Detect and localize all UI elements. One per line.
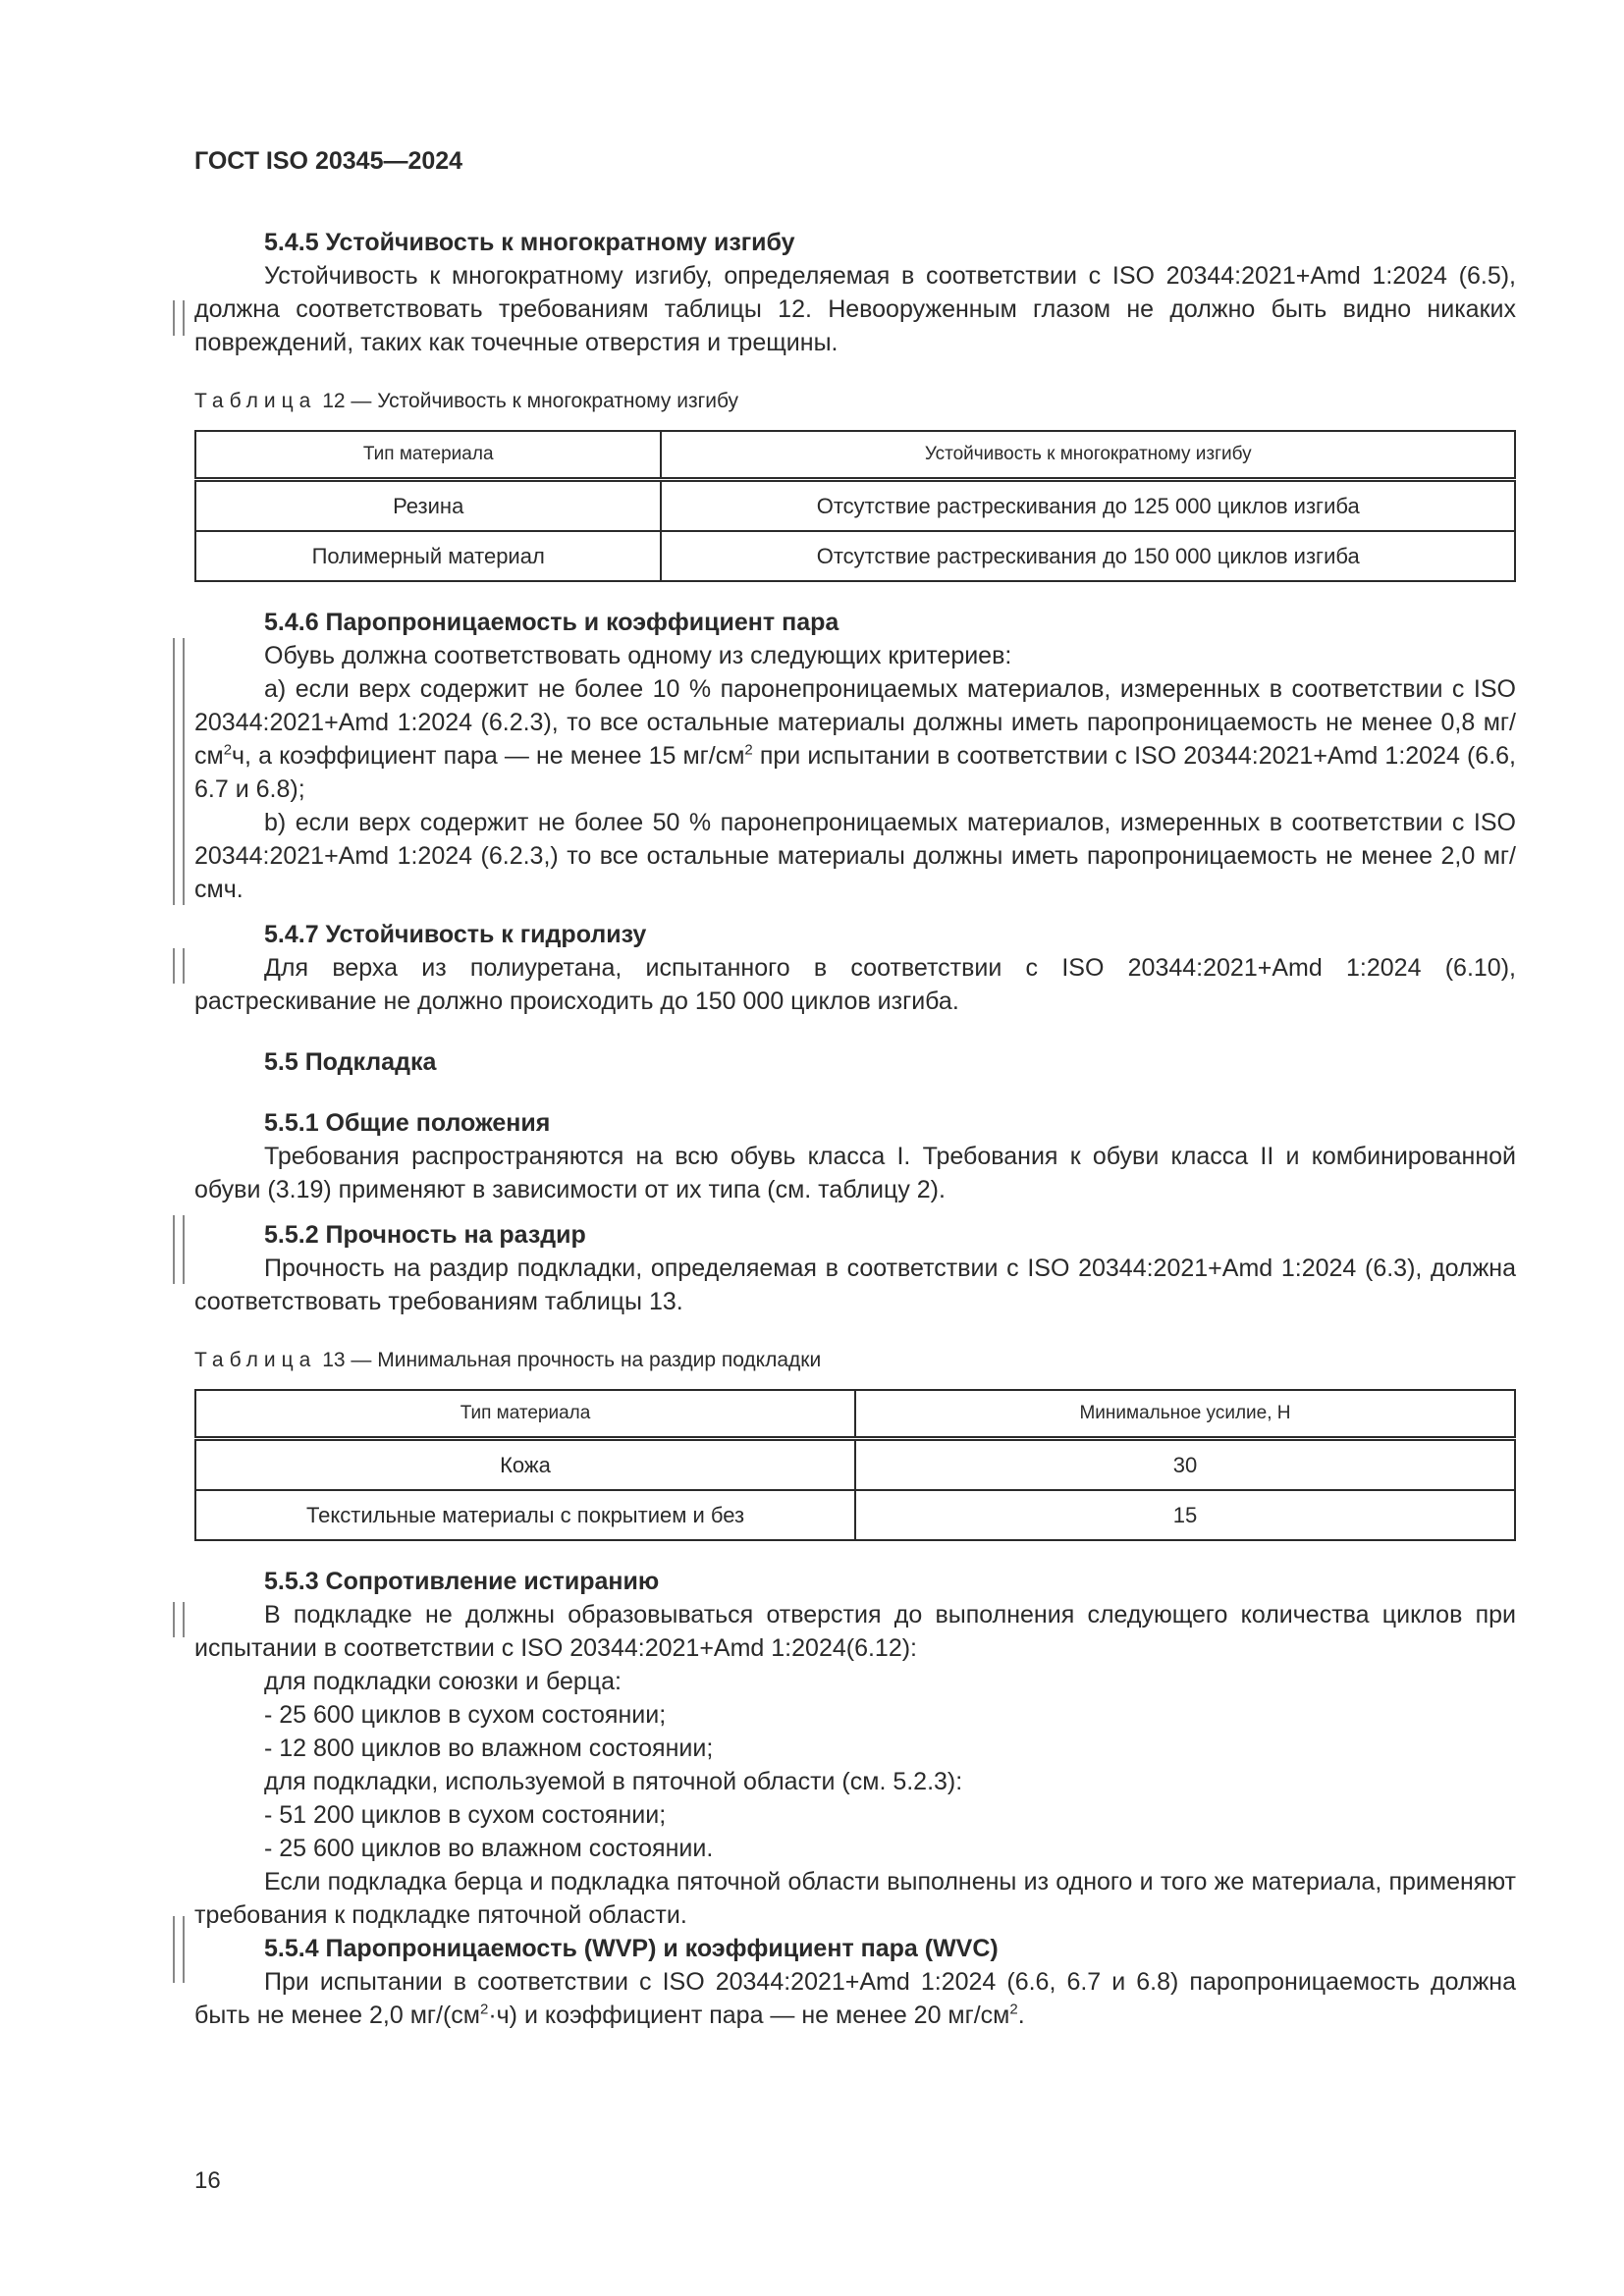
page-number: 16 (194, 2167, 221, 2194)
list-item: - 12 800 циклов во влажном состоянии; (264, 1735, 714, 1762)
paragraph: Устойчивость к многократному изгибу, определяемая в соответствии с ISO 20344:2021+Amd 1:2024 (6.5), должна соответствовать требованиям таблицы 12. Невооруженным глазом не должно быть видно никаких повреждений, таких как точечные отверстия и трещины. (194, 262, 1516, 356)
document-header: ГОСТ ISO 20345—2024 (194, 147, 463, 175)
superscript: 2 (223, 741, 233, 759)
change-bar (173, 948, 185, 984)
change-bar (173, 1215, 185, 1284)
paragraph: Прочность на раздир подкладки, определяемая в соответствии с ISO 20344:2021+Amd 1:2024 (6.3), должна соответствовать требованиям таблицы 13. (194, 1255, 1516, 1315)
table-title: 12 — Устойчивость к многократному изгибу (322, 390, 739, 412)
list-item: для подкладки, используемой в пяточной области (см. 5.2.3): (264, 1768, 963, 1795)
section-heading-5-4-5: 5.4.5 Устойчивость к многократному изгибу (264, 229, 795, 256)
table-row (195, 531, 1515, 581)
paragraph-item-a (194, 672, 1516, 806)
table-13 (194, 1389, 1516, 1541)
table-cell: Текстильные материалы с покрытием и без (195, 1490, 855, 1540)
list-item: - 25 600 циклов во влажном состоянии. (264, 1835, 714, 1862)
superscript: 2 (479, 2001, 489, 2018)
table-cell: 30 (855, 1439, 1515, 1491)
section-heading-5-5: 5.5 Подкладка (264, 1048, 437, 1076)
paragraph: В подкладке не должны образовываться отверстия до выполнения следующего количества циклов при испытании в соответствии с ISO 20344:2021+Amd 1:2024(6.12): (194, 1601, 1516, 1662)
section-heading-5-4-6: 5.4.6 Паропроницаемость и коэффициент пара (264, 609, 839, 636)
text-run: ч, а коэффициент пара — не менее 15 мг/см (232, 742, 745, 770)
document-body (194, 226, 1516, 2032)
table-12 (194, 430, 1516, 582)
table-row (195, 1439, 1515, 1491)
change-bar (173, 1602, 185, 1637)
paragraph: Обувь должна соответствовать одному из следующих критериев: (264, 642, 1012, 669)
table-header-cell: Минимальное усилие, Н (855, 1390, 1515, 1439)
section-heading-5-5-1: 5.5.1 Общие положения (264, 1109, 551, 1137)
list-item: - 25 600 циклов в сухом состоянии; (264, 1701, 667, 1729)
superscript: 2 (744, 741, 753, 759)
text-run: ·ч) и коэффициент пара — не менее 20 мг/см (488, 2002, 1010, 2029)
superscript: 2 (1009, 2001, 1018, 2018)
change-bar (173, 300, 185, 336)
table-header-row (195, 431, 1515, 480)
text-run: . (1017, 2002, 1025, 2029)
table-12-caption (194, 385, 1516, 418)
change-bar (173, 1916, 185, 1983)
table-header-cell: Устойчивость к многократному изгибу (661, 431, 1515, 480)
table-cell: Кожа (195, 1439, 855, 1491)
paragraph: Для верха из полиуретана, испытанного в соответствии с ISO 20344:2021+Amd 1:2024 (6.10), растрескивание не должно происходить до 150 000 циклов изгиба. (194, 954, 1516, 1015)
text-run: при испытании в соответствии с ISO 20344:2021+Amd 1:2024 (6.6, 6.7 и 6.8); (194, 742, 1516, 803)
paragraph: Если подкладка берца и подкладка пяточной области выполнены из одного и того же материала, применяют требования к подкладке пяточной области. (194, 1868, 1516, 1929)
table-label: Таблица (194, 1349, 317, 1371)
list-item: - 51 200 циклов в сухом состоянии; (264, 1801, 667, 1829)
table-row (195, 1490, 1515, 1540)
section-heading-5-5-3: 5.5.3 Сопротивление истиранию (264, 1568, 660, 1595)
table-cell: Отсутствие растрескивания до 125 000 циклов изгиба (661, 480, 1515, 532)
table-cell: Резина (195, 480, 661, 532)
table-header-row (195, 1390, 1515, 1439)
table-title: 13 — Минимальная прочность на раздир подкладки (322, 1349, 822, 1371)
table-header-cell: Тип материала (195, 431, 661, 480)
paragraph: Требования распространяются на всю обувь класса I. Требования к обуви класса II и комбинированной обуви (3.19) применяют в зависимости от их типа (см. таблицу 2). (194, 1143, 1516, 1203)
text-run: При испытании в соответствии с ISO 20344:2021+Amd 1:2024 (6.6, 6.7 и 6.8) паропроницаемость должна быть не менее 2,0 мг/(см (194, 1968, 1516, 2029)
paragraph (194, 1965, 1516, 2032)
table-header-cell: Тип материала (195, 1390, 855, 1439)
table-row (195, 480, 1515, 532)
table-13-caption (194, 1344, 1516, 1377)
table-label: Таблица (194, 390, 317, 412)
section-heading-5-4-7: 5.4.7 Устойчивость к гидролизу (264, 921, 647, 948)
section-heading-5-5-2: 5.5.2 Прочность на раздир (264, 1221, 586, 1249)
table-cell: Полимерный материал (195, 531, 661, 581)
table-cell: Отсутствие растрескивания до 150 000 циклов изгиба (661, 531, 1515, 581)
list-item: для подкладки союзки и берца: (264, 1668, 622, 1695)
table-cell: 15 (855, 1490, 1515, 1540)
section-heading-5-5-4: 5.5.4 Паропроницаемость (WVP) и коэффициент пара (WVC) (264, 1935, 999, 1962)
change-bar (173, 638, 185, 905)
paragraph-item-b: b) если верх содержит не более 50 % паронепроницаемых материалов, измеренных в соответствии с ISO 20344:2021+Amd 1:2024 (6.2.3,) то все остальные материалы должны иметь паропроницаемость не менее 2,0 мг/смч. (194, 809, 1516, 903)
text-run: a) если верх содержит не более 10 % паронепроницаемых материалов, измеренных в соответствии с ISO 20344:2021+Amd 1:2024 (6.2.3), то все остальные материалы должны иметь паропроницаемость не менее 0,8 мг/см (194, 675, 1516, 770)
